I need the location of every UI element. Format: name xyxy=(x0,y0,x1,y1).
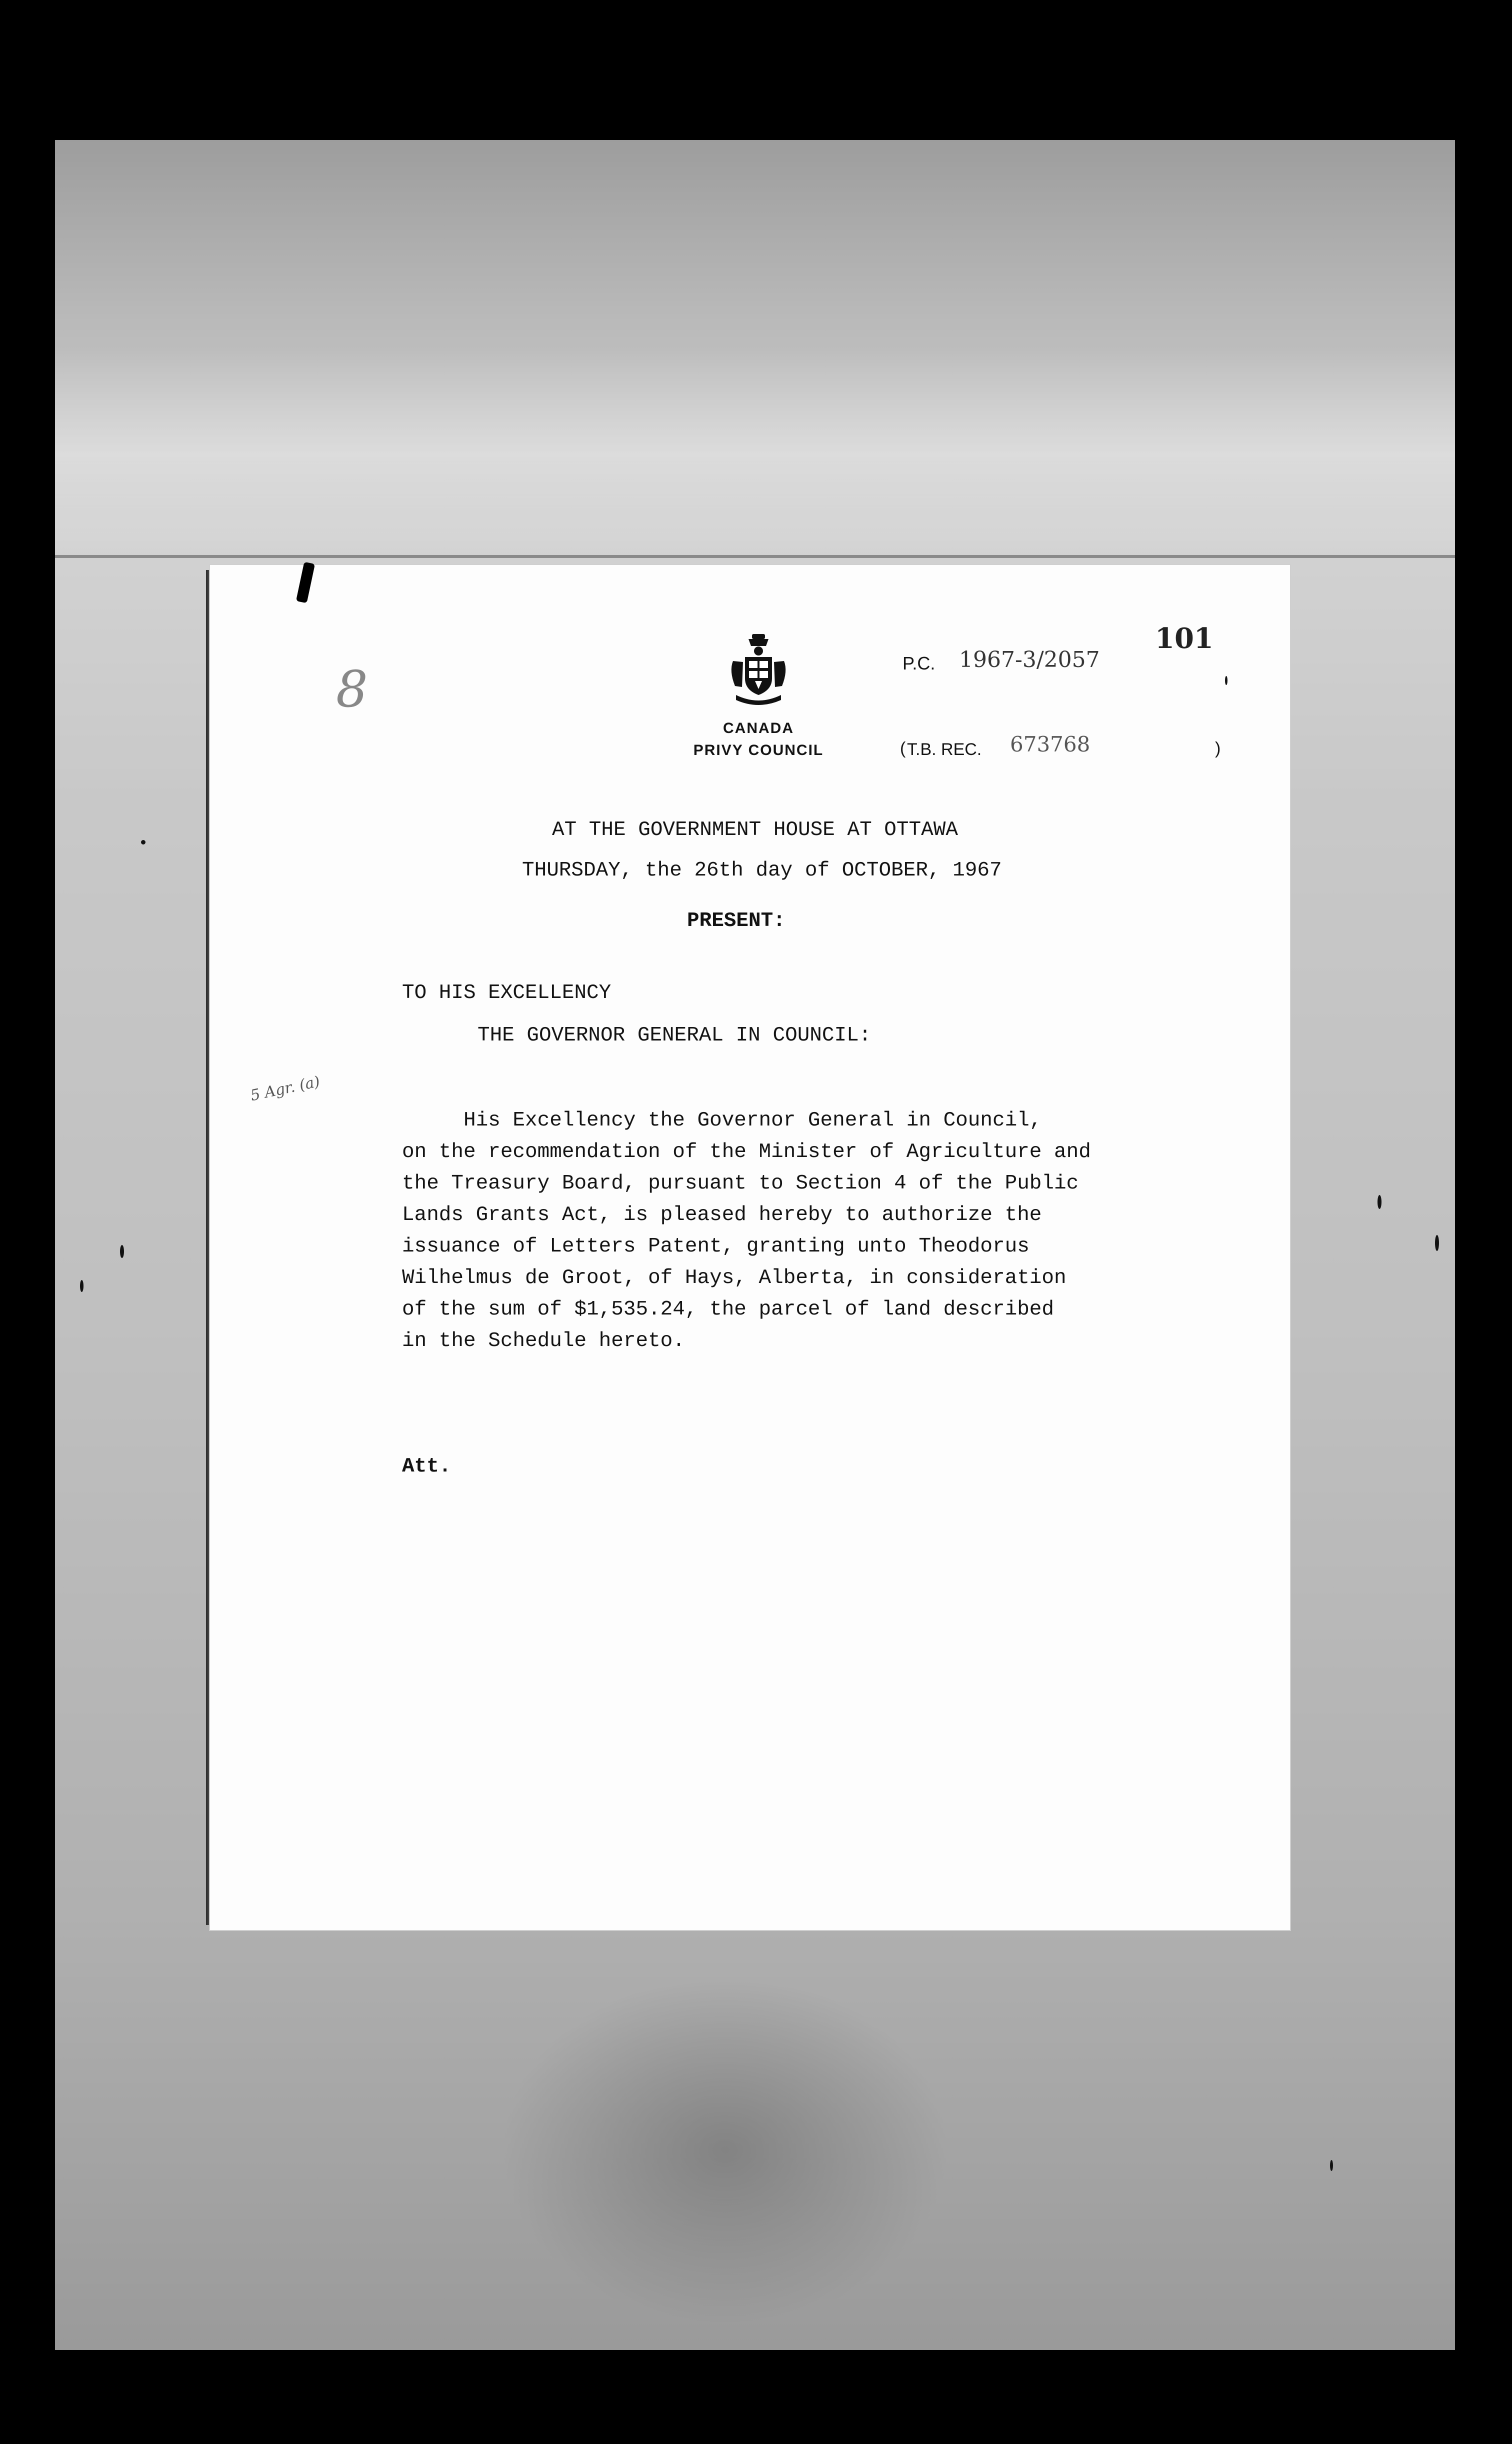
order-date: THURSDAY, the 26th day of OCTOBER, 1967 xyxy=(522,859,1002,882)
body-line: Lands Grants Act, is pleased hereby to authorize the xyxy=(402,1204,1042,1226)
pc-number: 1967-3/2057 xyxy=(959,647,1100,672)
film-speck xyxy=(1330,2160,1333,2171)
tb-close-paren: ) xyxy=(1215,739,1221,758)
handwritten-folio-mark: 8 xyxy=(336,660,368,718)
body-line: of the sum of $1,535.24, the parcel of land described xyxy=(402,1298,1054,1321)
body-line: in the Schedule hereto. xyxy=(402,1330,685,1352)
present-label: PRESENT: xyxy=(687,910,786,932)
handwritten-margin-note: 5 Agr. (a) xyxy=(248,1072,322,1105)
tb-rec-label: T.B. REC. xyxy=(907,740,982,759)
body-line: His Excellency the Governor General in Council, xyxy=(402,1109,1042,1132)
country-label: CANADA xyxy=(723,720,794,736)
backing-sheet-edge xyxy=(55,555,1455,558)
department-label: PRIVY COUNCIL xyxy=(693,742,824,758)
backing-sheet-highlight xyxy=(55,350,1455,560)
body-line: the Treasury Board, pursuant to Section 4 of the Public xyxy=(402,1172,1079,1195)
film-speck xyxy=(1225,676,1228,685)
tb-rec-number: 673768 xyxy=(1010,732,1090,756)
film-speck xyxy=(80,1280,84,1292)
body-line: on the recommendation of the Minister of Agriculture and xyxy=(402,1140,1091,1164)
backing-sheet-smudge xyxy=(500,1975,950,2325)
film-speck xyxy=(1378,1195,1382,1209)
coat-of-arms-icon xyxy=(726,631,791,706)
body-line: Wilhelmus de Groot, of Hays, Alberta, in consideration xyxy=(402,1266,1066,1290)
film-speck xyxy=(1435,1235,1439,1251)
pc-label: P.C. xyxy=(902,653,936,674)
order-location: AT THE GOVERNMENT HOUSE AT OTTAWA xyxy=(552,818,958,842)
film-speck xyxy=(120,1245,124,1258)
addressee-line: THE GOVERNOR GENERAL IN COUNCIL: xyxy=(478,1024,872,1047)
body-line: issuance of Letters Patent, granting unto Theodorus xyxy=(402,1235,1030,1258)
page-number: 101 xyxy=(1155,622,1214,655)
film-speck xyxy=(141,840,146,844)
attachment-label: Att. xyxy=(402,1455,452,1478)
tb-open-paren: ( xyxy=(900,739,906,758)
addressee-line: TO HIS EXCELLENCY xyxy=(402,982,612,1004)
order-body xyxy=(402,1105,1091,1357)
